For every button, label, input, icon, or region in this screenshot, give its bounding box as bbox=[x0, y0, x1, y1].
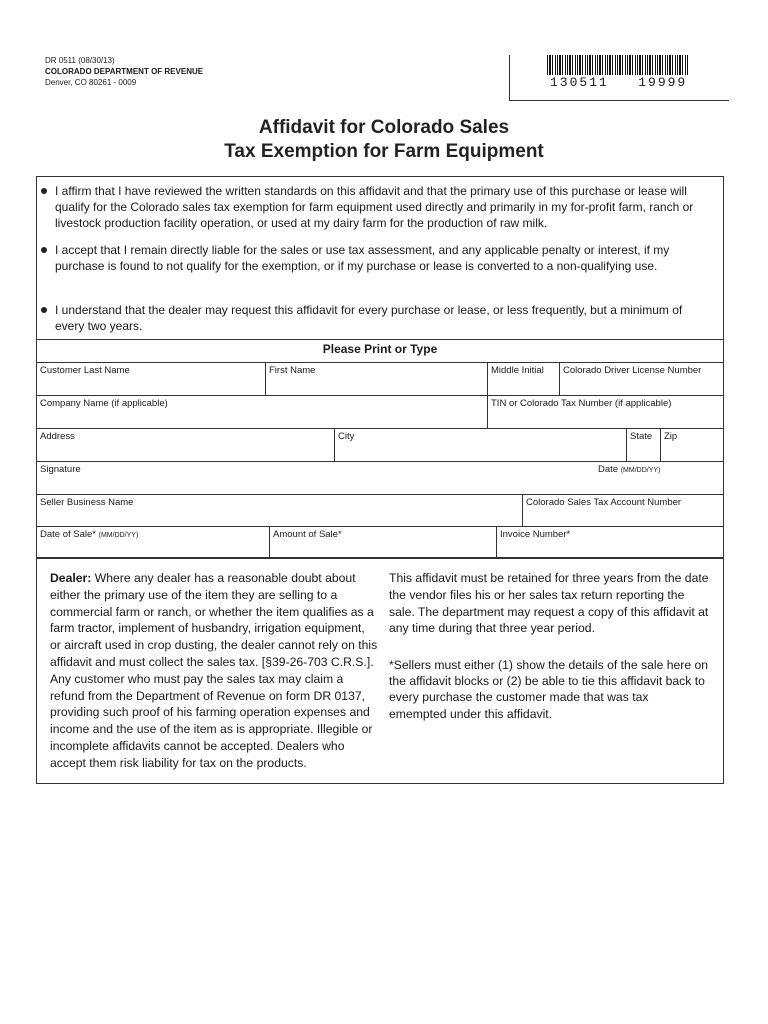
field-label: City bbox=[338, 431, 355, 442]
field-label: Zip bbox=[664, 431, 678, 442]
drivers-license-field[interactable] bbox=[559, 363, 725, 395]
page-title-line-2: Tax Exemption for Farm Equipment bbox=[224, 141, 544, 162]
middle-initial-field[interactable] bbox=[487, 363, 559, 395]
tin-field[interactable] bbox=[487, 396, 725, 428]
notes-box bbox=[36, 558, 724, 784]
amount-of-sale-field[interactable] bbox=[269, 527, 496, 558]
retention-note: This affidavit must be retained for three years from the date the vendor files his or her sales tax return reporting the sale. The department may request a copy of this affidavit at any time during that three year period. bbox=[389, 571, 709, 636]
seller-business-name-field[interactable] bbox=[37, 495, 522, 526]
field-label: Seller Business Name bbox=[40, 497, 134, 508]
dealer-label: Dealer: bbox=[50, 571, 92, 585]
form-row-seller bbox=[37, 494, 723, 526]
form-row-address bbox=[37, 428, 723, 461]
date-field[interactable] bbox=[595, 462, 725, 494]
field-label: First Name bbox=[269, 365, 316, 376]
form-row-company bbox=[37, 395, 723, 428]
field-label: Signature bbox=[40, 464, 81, 475]
form-row-name bbox=[37, 362, 723, 395]
form-number: DR 0511 (08/30/13) bbox=[45, 56, 115, 65]
field-label: Address bbox=[40, 431, 75, 442]
affirmation-item bbox=[41, 242, 711, 274]
state-field[interactable] bbox=[626, 429, 660, 461]
affirmations-box bbox=[36, 176, 724, 340]
sales-tax-account-field[interactable] bbox=[522, 495, 725, 526]
form-heading: Please Print or Type bbox=[322, 342, 438, 356]
field-label: Colorado Sales Tax Account Number bbox=[526, 497, 682, 508]
bullet-icon bbox=[41, 307, 47, 313]
affirmation-text: I accept that I remain directly liable for the sales or use tax assessment, and any applicable penalty or interest, if my purchase is found to not qualify for the exemption, or if my purchase or lease is converted to a non-qualifying use. bbox=[55, 243, 670, 273]
form-header-info bbox=[45, 55, 203, 88]
field-label: Date of Sale* bbox=[40, 529, 96, 540]
date-format-hint: (MM/DD/YY) bbox=[620, 467, 661, 474]
field-label: Company Name (if applicable) bbox=[40, 398, 168, 409]
field-label: Colorado Driver License Number bbox=[563, 365, 702, 376]
affirmation-item bbox=[41, 183, 711, 231]
date-of-sale-field[interactable] bbox=[37, 527, 269, 558]
page-title-line-1: Affidavit for Colorado Sales bbox=[258, 117, 510, 138]
invoice-number-field[interactable] bbox=[496, 527, 725, 558]
company-name-field[interactable] bbox=[37, 396, 487, 428]
zip-field[interactable] bbox=[660, 429, 725, 461]
department-name: COLORADO DEPARTMENT OF REVENUE bbox=[45, 67, 204, 76]
field-label: Customer Last Name bbox=[40, 365, 130, 376]
affirmation-item bbox=[41, 302, 711, 334]
customer-form bbox=[36, 340, 724, 558]
barcode-box bbox=[509, 55, 729, 101]
bullet-icon bbox=[41, 247, 47, 253]
sellers-note: *Sellers must either (1) show the details of the sale here on the affidavit blocks or (2) be able to tie this affidavit back to every purchase the customer made that was tax emempted under this affidavit. bbox=[389, 658, 709, 721]
first-name-field[interactable] bbox=[265, 363, 487, 395]
field-label: State bbox=[630, 431, 653, 442]
date-format-hint: (MM/DD/YY) bbox=[98, 532, 139, 539]
city-field[interactable] bbox=[334, 429, 626, 461]
field-label: Date bbox=[598, 464, 619, 475]
field-label: Invoice Number* bbox=[500, 529, 571, 540]
barcode bbox=[547, 55, 689, 75]
field-label: Amount of Sale* bbox=[273, 529, 342, 540]
signature-field[interactable] bbox=[37, 462, 595, 494]
field-label: Middle Initial bbox=[491, 365, 544, 376]
field-label: TIN or Colorado Tax Number (if applicable) bbox=[491, 398, 672, 409]
form-row-signature bbox=[37, 461, 723, 494]
bullet-icon bbox=[41, 188, 47, 194]
address-field[interactable] bbox=[37, 429, 334, 461]
dealer-note bbox=[50, 570, 378, 772]
affirmation-text: I affirm that I have reviewed the written standards on this affidavit and that the primary use of this purchase or lease will qualify for the Colorado sales tax exemption for farm equipment used directly and primarily in my for-profit farm, ranch or livestock production facility operation, or used at my dairy farm for the production of raw milk. bbox=[55, 184, 694, 230]
dealer-text: Where any dealer has a reasonable doubt about either the primary use of the item they are selling to a commercial farm or ranch, or whether the item qualifies as a farm tractor, implement of husbandry, irrigation equipment, or aircraft used in crop dusting, the dealer cannot rely on this affidavit and must collect the sales tax. [§39-26-703 C.R.S.]. Any customer who must pay the sales tax may claim a refund from the Department of Revenue on form DR 0137, providing such proof of his farming operation expenses and income and the use of the item as is appropriate. Illegible or incomplete affidavits cannot be accepted. Dealers who accept them risk liability for tax on the products. bbox=[50, 571, 378, 770]
department-address: Denver, CO 80261 - 0009 bbox=[45, 78, 137, 87]
affirmation-text: I understand that the dealer may request this affidavit for every purchase or lease, or less frequently, but a minimum of every two years. bbox=[55, 303, 683, 333]
barcode-number: 130511 19999 bbox=[550, 75, 688, 90]
form-row-sale bbox=[37, 526, 723, 558]
customer-last-name-field[interactable] bbox=[37, 363, 265, 395]
